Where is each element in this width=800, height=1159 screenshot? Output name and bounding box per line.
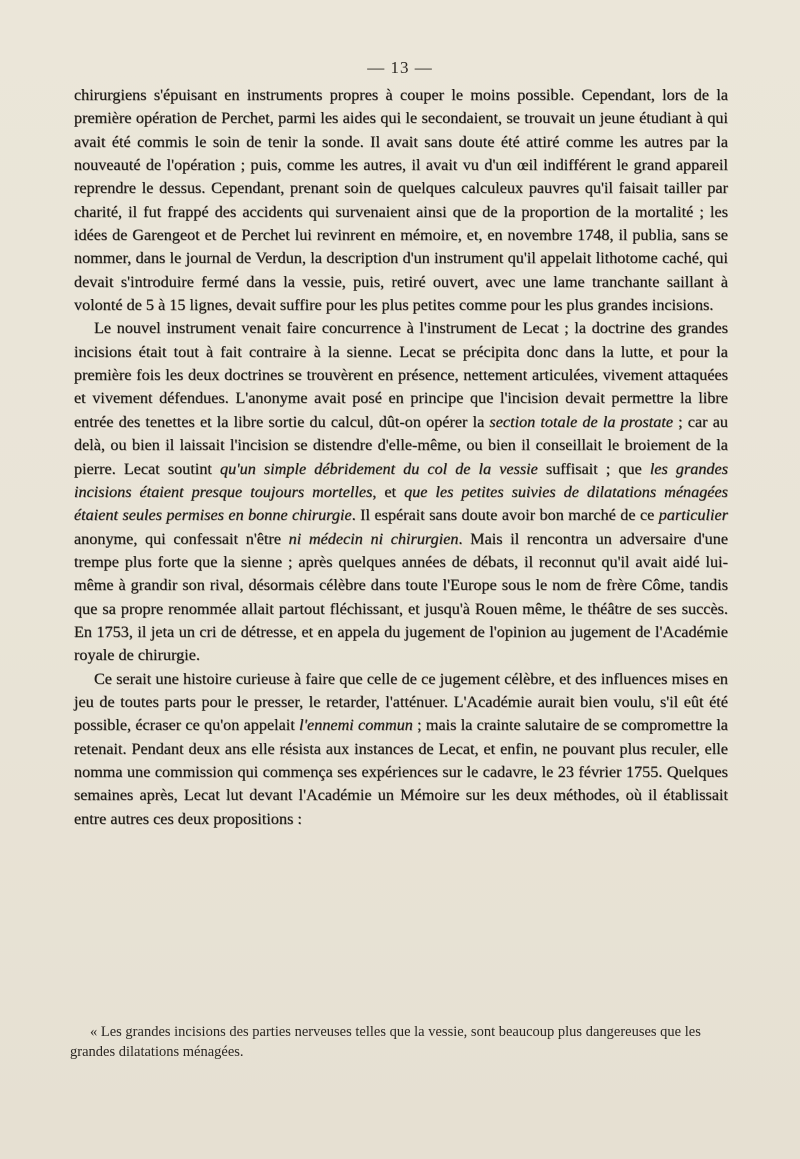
text-run: ; car au delà, ou bien il laissait l'incision se distendre d'elle-même, ou bien il conseillait le broiement de la pierre. Lecat soutint (74, 412, 728, 478)
italic-phrase: les grandes incisions étaient presque toujours mortelles (74, 459, 729, 501)
text-run: chirurgiens s'épuisant en instruments propres à couper le moins possible. Cependant, lors de la première opération de Perchet, parmi les aides qui le secondaient, se trouvait un jeune étudiant à qui avait été commis le soin de tenir la sonde. Il avait sans doute été attiré comme les autres par la nouveauté de l'opération ; puis, comme les autres, il avait vu d'un œil indifférent le grand appareil reprendre le dessus. Cependant, prenant soin de quelques calculeux pauvres qu'il faisait tailler par charité, il fut frappé des accidents qui survenaient ainsi que de la proportion de la mortalité ; les idées de Garengeot et de Perchet lui revinrent en mémoire, et, en novembre 1748, il publia, sans se nommer, dans le journal de Verdun, la description d'un instrument qu'il appelait lithotome caché, qui devait s'introduire fermé dans la vessie, puis, retiré ouvert, avec une lame tranchante saillant à volonté de 5 à 15 lignes, devait suffire pour les plus petites comme pour les plus grandes incisions. (74, 86, 728, 315)
text-run: anonyme, qui confessait n'être (74, 529, 289, 548)
text-run: suffisait ; que (537, 459, 650, 478)
italic-phrase: section totale de la prostate (489, 412, 674, 431)
paragraph-3 (74, 668, 728, 831)
text-run: . Mais il rencontra un adversaire d'une trempe plus forte que la sienne ; après quelques années de débats, il reconnut qu'il avait aidé lui-même à grandir son rival, désormais célèbre dans toute l'Europe sous le nom de frère Côme, tandis que sa propre renommée allait partout fléchissant, et jusqu'à Rouen même, le théâtre de ses succès. En 1753, il jeta un cri de détresse, et en appela du jugement de l'opinion au jugement de l'Académie royale de chirurgie. (74, 529, 728, 665)
italic-phrase: l'ennemi commun (299, 716, 413, 735)
text-run: . Il espérait sans doute avoir bon marché de ce (351, 506, 659, 525)
text-run: ; mais la crainte salutaire de se compromettre la retenait. Pendant deux ans elle résista aux instances de Lecat, et enfin, ne pouvant plus reculer, elle nomma une commission qui commença ses expériences sur le cadavre, le 23 février 1755. Quelques semaines après, Lecat lut devant l'Académie un Mémoire sur les deux méthodes, où il établissait entre autres ces deux propositions : (74, 716, 728, 828)
text-run: Le nouvel instrument venait faire concurrence à l'instrument de Lecat ; la doctrine des grandes incisions était tout à fait contraire à la sienne. Lecat se précipita donc dans la lutte, et pour la première fois les deux doctrines se trouvèrent en présence, nettement articulées, vivement attaquées et vivement défendues. L'anonyme avait posé en principe que l'incision devait permettre la libre entrée des tenettes et la libre sortie du calcul, dût-on opérer la (74, 319, 728, 431)
paragraph-1 (74, 84, 728, 317)
italic-phrase: qu'un simple débridement du col de la vessie (219, 459, 538, 478)
italic-phrase: particulier (658, 506, 728, 525)
body-text (74, 84, 728, 831)
text-run: Ce serait une histoire curieuse à faire que celle de ce jugement célèbre, et des influences mises en jeu de toutes parts pour le presser, le retarder, l'atténuer. L'Académie aurait bien voulu, s'il eût été possible, écraser ce qu'on appelait (74, 669, 728, 735)
italic-phrase: que les petites suivies de dilatations ménagées étaient seules permises en bonne chirurgie (74, 482, 728, 525)
paragraph-2 (74, 317, 728, 667)
page-number: — 13 — (367, 58, 433, 77)
italic-phrase: ni médecin ni chirurgien (288, 529, 459, 548)
quotation-excerpt: « Les grandes incisions des parties nerveuses telles que la vessie, sont beaucoup plus dangereuses que les grandes dilatations ménagées. (70, 1024, 701, 1060)
text-run: , et (372, 482, 405, 501)
